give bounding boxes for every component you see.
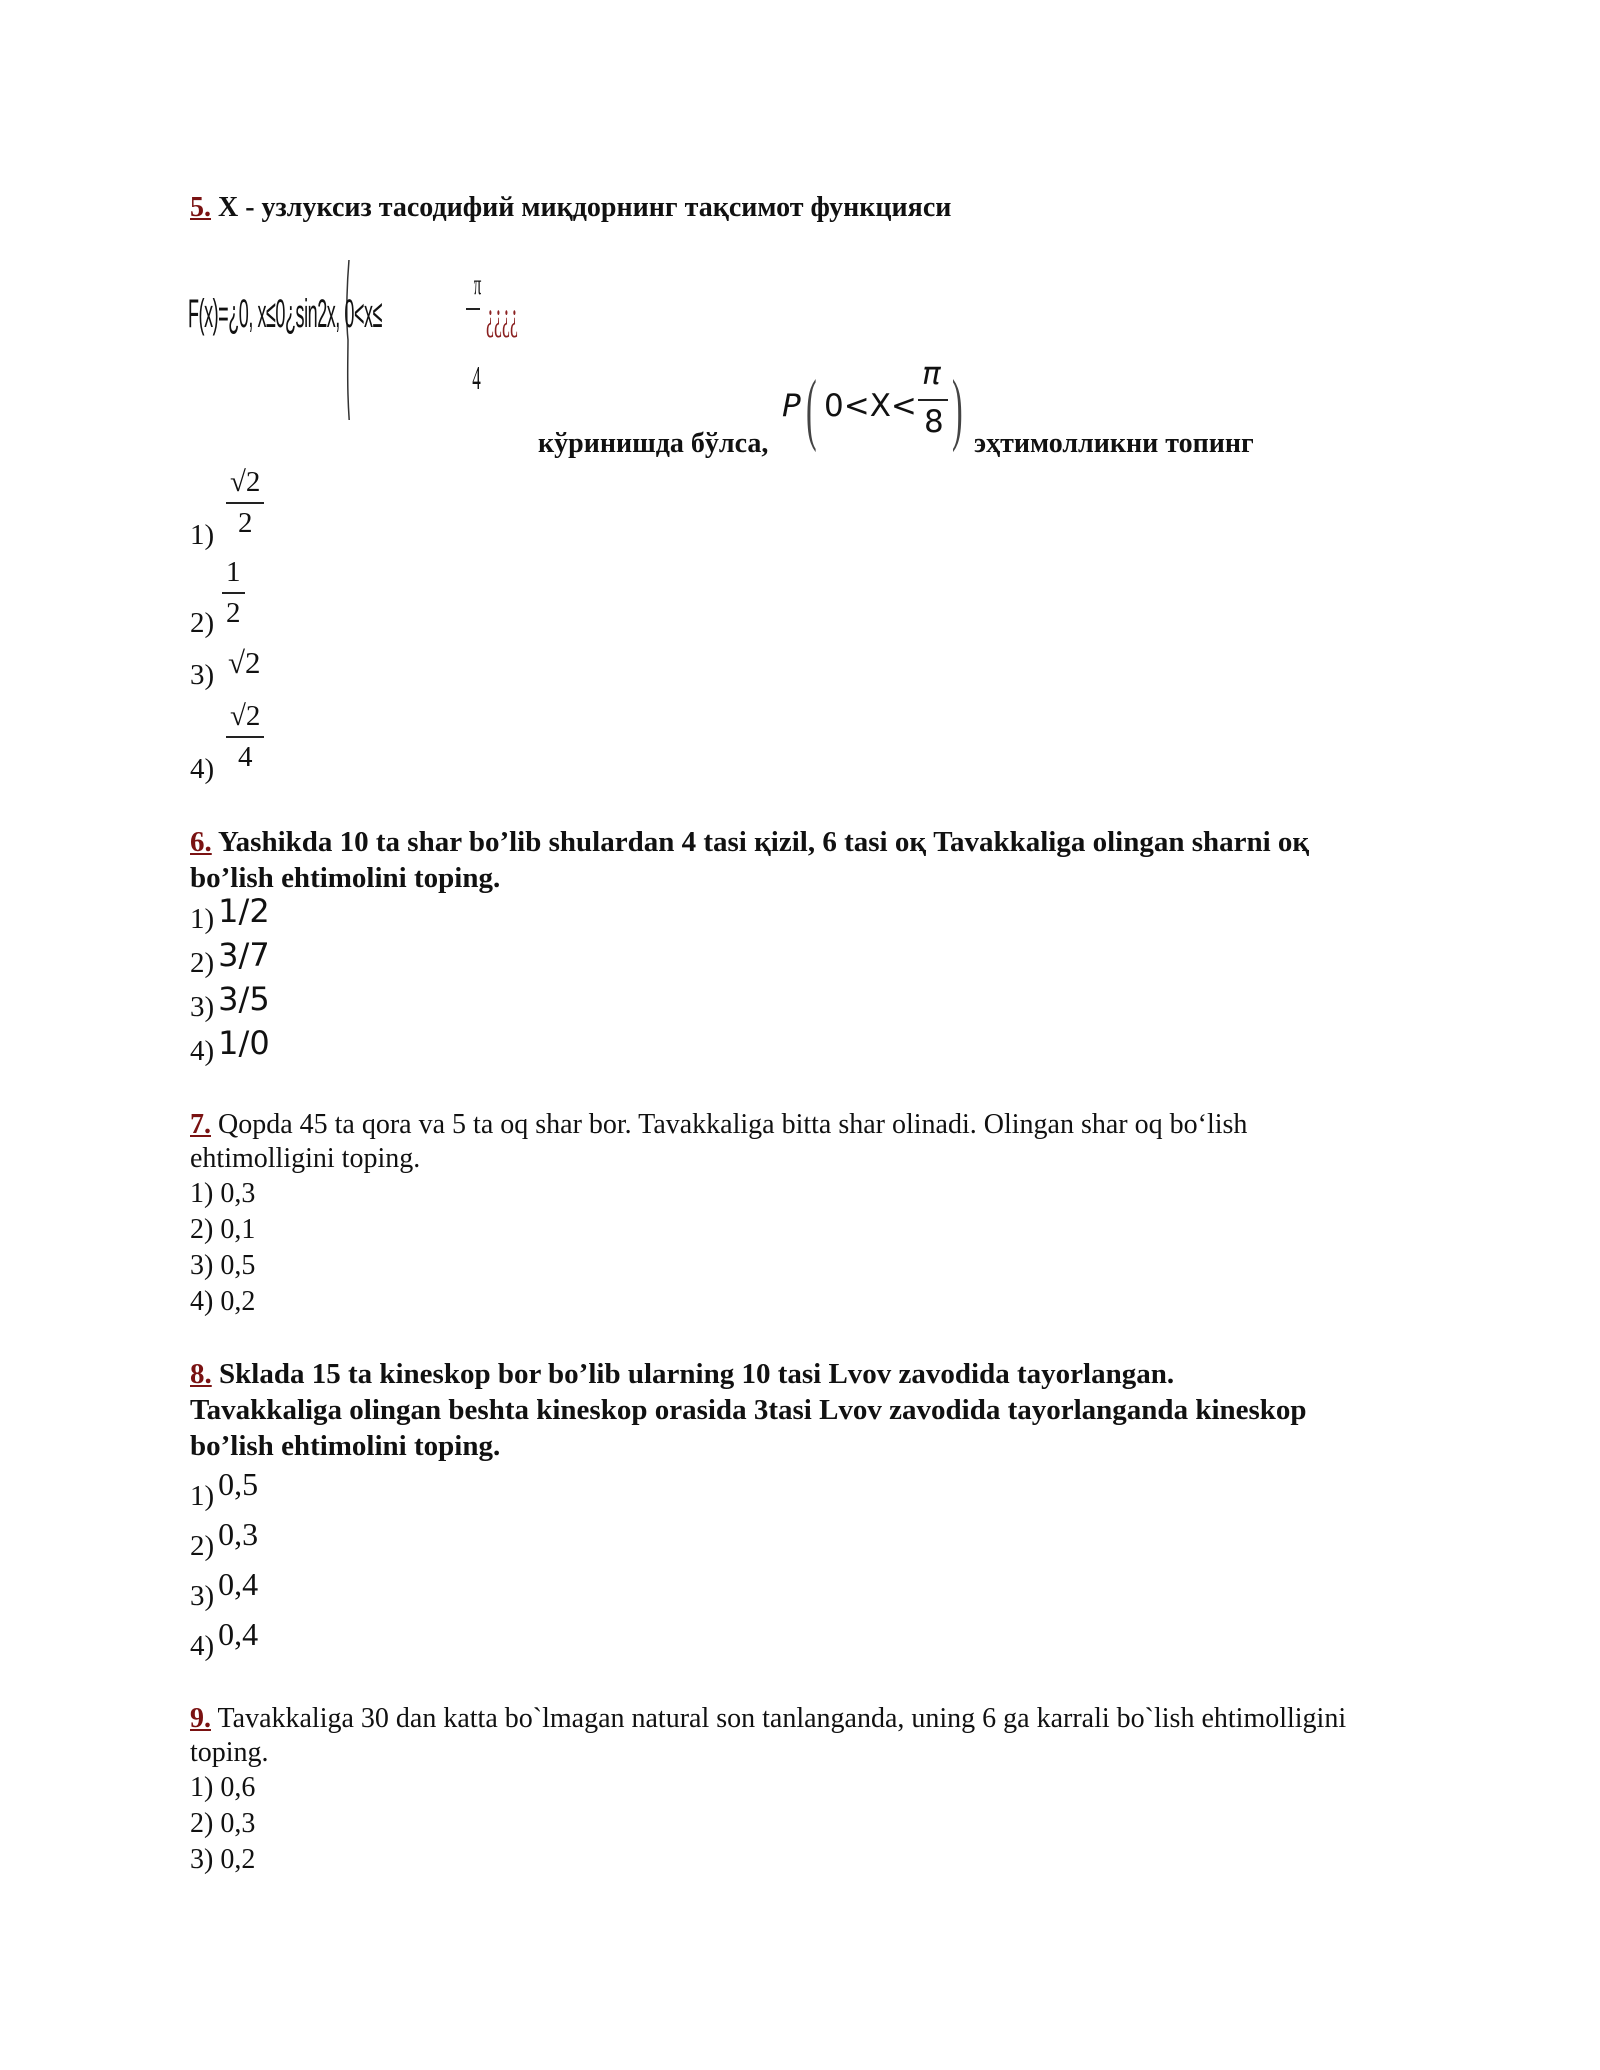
question-8-line-3: bo’lish ehtimolini toping. [190,1430,501,1462]
prob-fraction-bar [918,399,948,401]
option-value: 3/5 [218,980,270,1018]
q9-options [190,1770,255,1878]
q5-option-1-label: 1) [190,519,215,551]
question-number: 7. [190,1109,211,1140]
q8-option-3 [190,1566,258,1616]
prob-inner: 0<X< [824,388,917,424]
option-value: 0,4 [218,1566,259,1602]
option-value: 0,4 [218,1616,259,1652]
fraction-denominator: 2 [237,507,253,539]
q7-option-1: 1) 0,3 [190,1178,256,1209]
question-6-line-2: bo’lish ehtimolini toping. [190,862,501,894]
formula-tail: ¿¿¿¿ [486,293,518,338]
question-5-title [190,190,951,226]
option-label: 1) [190,1480,215,1512]
fraction-numerator: √2 [226,462,264,504]
q7-option-2: 2) 0,1 [190,1214,256,1245]
question-number: 8. [190,1358,212,1390]
q7-option-3: 3) 0,5 [190,1250,256,1281]
formula-brace [188,260,538,420]
q5-option-1-fraction [226,462,264,542]
option-label: 4) [190,1035,215,1067]
question-9-text [190,1702,1510,1770]
q5-option-4-label: 4) [190,753,215,785]
q5-option-2-fraction [222,552,245,632]
question-8-text [190,1356,1510,1464]
question-5-mid-text: кўринишда бўлса, [538,428,769,459]
question-7-text [190,1108,1490,1176]
option-label: 3) [190,1580,215,1612]
question-number: 9. [190,1703,211,1734]
question-text: Sklada 15 ta kineskop bor bo’lib ularning 10 tasi Lvov zavodida tayorlangan. [219,1358,1175,1390]
q5-option-2-label: 2) [190,607,215,639]
q9-option-3: 3) 0,2 [190,1844,256,1875]
q7-options [190,1176,255,1320]
option-value: 3/7 [218,936,270,974]
question-7-line-2: ehtimolligini toping. [190,1143,421,1174]
distribution-function-formula [188,260,538,420]
prob-p: P [782,388,801,424]
question-number: 5. [190,192,211,223]
fraction-numerator: √2 [226,696,264,738]
q5-option-4-fraction [226,696,264,776]
formula-den: 4 [472,360,481,397]
question-8-line-1 [190,1356,1510,1392]
option-value: 0,3 [218,1516,259,1552]
fraction-denominator: 4 [237,741,253,773]
option-label: 1) [190,903,215,935]
left-paren: ( [806,365,817,453]
option-value: 0,5 [218,1466,259,1502]
option-label: 4) [190,1630,215,1662]
option-value: 1/2 [218,892,270,930]
fraction-numerator: 1 [222,552,245,594]
right-paren: ) [952,365,963,453]
question-6-text [190,824,1490,896]
q9-option-2: 2) 0,3 [190,1808,256,1839]
q7-option-4: 4) 0,2 [190,1286,256,1317]
question-text: Tavakkaliga 30 dan katta bo`lmagan natural son tanlanganda, uning 6 ga karrali bo`lish ehtimolligini [217,1703,1347,1734]
option-label: 3) [190,991,215,1023]
fraction-denominator: 2 [226,597,241,629]
formula-body [188,292,382,337]
formula-fraction-bar [466,308,480,310]
q8-option-2 [190,1516,258,1566]
question-9-line-1 [190,1702,1510,1736]
q8-option-4 [190,1616,258,1666]
question-number: 6. [190,826,212,858]
q5-option-3-value: √2 [228,645,261,680]
question-7-line-1 [190,1108,1490,1142]
prob-den: 8 [924,404,944,440]
formula-pi: π [473,268,482,301]
option-value: 1/0 [218,1024,270,1062]
question-6-line-1 [190,824,1490,860]
q9-option-1: 1) 0,6 [190,1772,256,1803]
formula-text: F(x)=¿0, x≤0¿sin2x, 0<x≤ [188,292,383,336]
probability-expression [782,356,972,460]
q6-option-4 [190,1024,270,1074]
question-8-line-2: Tavakkaliga olingan beshta kineskop orasida 3tasi Lvov zavodida tayorlanganda kineskop [190,1394,1307,1426]
prob-pi: π [922,356,941,392]
question-text: Yashikda 10 ta shar bo’lib shulardan 4 tasi қizil, 6 tasi оқ Tavakkaliga olingan sharni оқ [217,826,1310,858]
question-text: X - узлуксиз тасодифий миқдорнинг тақсимот функцияси [218,192,952,223]
q6-options [190,892,270,1074]
question-5-end-text: эҳтимолликни топинг [974,428,1254,459]
question-text: Qopda 45 ta qora va 5 ta oq shar bor. Tavakkaliga bitta shar olinadi. Olingan shar oq bo‘lish [218,1109,1248,1140]
q8-option-1 [190,1466,258,1516]
question-9-line-2: toping. [190,1737,269,1768]
q5-option-3-label: 3) [190,659,215,691]
q8-options [190,1466,258,1666]
option-label: 2) [190,947,215,979]
option-label: 2) [190,1530,215,1562]
